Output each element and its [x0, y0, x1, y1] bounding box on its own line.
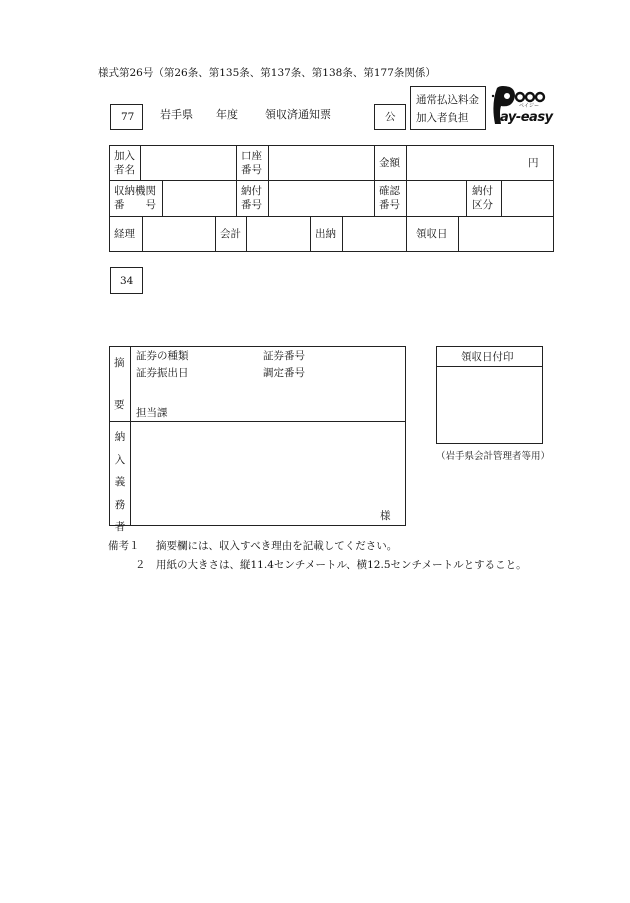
- note-2: 用紙の大きさは、縦11.4センチメートル、横12.5センチメートルとすること。: [156, 559, 527, 571]
- fee-note-box: [410, 86, 486, 130]
- obligor-label: 納入義務者: [114, 431, 126, 533]
- note-1: 摘要欄には、収入すべき理由を記載してください。: [156, 540, 398, 552]
- col-divider: [406, 216, 407, 252]
- summary-obligor-divider: [109, 421, 406, 422]
- form-number-heading: 様式第26号（第26条、第135条、第137条、第138条、第177条関係）: [98, 67, 436, 79]
- security-type-label: 証券の種類: [136, 350, 189, 362]
- summary-label-divider: [130, 346, 131, 526]
- security-number-label: 証券番号: [263, 350, 305, 362]
- public-mark: 公: [385, 111, 396, 123]
- col-divider: [458, 216, 459, 252]
- pay-easy-logo: [489, 84, 551, 130]
- prefecture-label: 岩手県: [160, 108, 193, 121]
- col-divider: [142, 216, 143, 252]
- summary-label-bottom: 要: [114, 399, 125, 411]
- document-title: 領収済通知票: [265, 108, 331, 121]
- receipt-date-label: 領収日: [416, 228, 448, 240]
- security-issue-date-label: 証券振出日: [136, 367, 189, 379]
- note-2-number: ２: [135, 559, 146, 571]
- amount-label: 金額: [379, 157, 400, 169]
- fee-note-line-2: 加入者負担: [416, 112, 469, 124]
- notes-title: 備考１: [108, 540, 140, 552]
- obligor-honorific: 様: [380, 510, 391, 522]
- pay-easy-text: ay-easy: [500, 110, 553, 125]
- code-box-34: [110, 267, 143, 294]
- col-divider: [374, 145, 375, 216]
- col-divider: [342, 216, 343, 252]
- payment-class-label: 納付 区分: [472, 185, 493, 211]
- main-table-row-divider-1: [109, 180, 554, 181]
- fee-note-line-1: 通常払込料金: [416, 94, 479, 106]
- confirmation-number-label: 確認 番号: [379, 185, 400, 211]
- col-divider: [466, 180, 467, 216]
- pay-easy-kana: ペイジー: [519, 103, 540, 109]
- disbursement-label: 出納: [315, 228, 336, 240]
- fiscal-year-label: 年度: [216, 108, 238, 121]
- col-divider: [268, 145, 269, 216]
- account-label: 会計: [220, 228, 241, 240]
- public-mark-box: [374, 104, 406, 130]
- col-divider: [236, 145, 237, 216]
- col-divider: [406, 145, 407, 216]
- account-number-label: 口座 番号: [241, 150, 262, 176]
- receiving-agency-number-label: 収納機関 番 号: [114, 185, 156, 211]
- receipt-stamp-divider: [436, 366, 543, 367]
- receipt-stamp-title: 領収日付印: [461, 351, 514, 363]
- col-divider: [140, 145, 141, 181]
- code-box-34-value: 34: [120, 275, 134, 287]
- code-box-77: [110, 104, 143, 130]
- main-table-row-divider-2: [109, 216, 554, 217]
- payment-number-label: 納付 番号: [241, 185, 262, 211]
- assessment-number-label: 調定番号: [263, 367, 305, 379]
- col-divider: [501, 180, 502, 216]
- code-box-77-value: 77: [121, 111, 135, 123]
- col-divider: [310, 216, 311, 252]
- yen-unit: 円: [528, 157, 539, 169]
- summary-label-top: 摘: [114, 357, 125, 369]
- subscriber-name-label: 加入 者名: [114, 150, 135, 176]
- department-label: 担当課: [136, 407, 168, 419]
- col-divider: [215, 216, 216, 252]
- col-divider: [162, 180, 163, 216]
- col-divider: [246, 216, 247, 252]
- accounting-label: 経理: [114, 228, 135, 240]
- receipt-stamp-caption: （岩手県会計管理者等用）: [436, 451, 551, 462]
